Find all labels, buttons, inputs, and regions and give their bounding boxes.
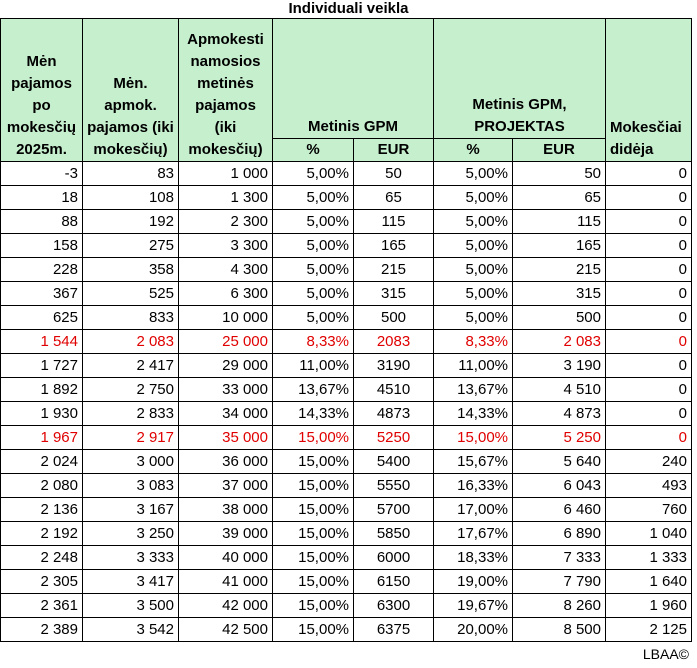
cell-tax-increase: 1 040 <box>606 522 692 546</box>
cell-gpm-percent: 14,33% <box>273 402 354 426</box>
cell-annual-taxable: 4 300 <box>179 258 273 282</box>
header-taxes-increase: Mokesčiai didėja <box>606 19 692 162</box>
cell-monthly-net: 1 727 <box>1 354 83 378</box>
table-header <box>1 19 692 162</box>
cell-tax-increase: 0 <box>606 426 692 450</box>
cell-annual-taxable: 35 000 <box>179 426 273 450</box>
cell-project-eur: 215 <box>513 258 606 282</box>
cell-project-percent: 16,33% <box>434 474 513 498</box>
table-row <box>1 330 692 354</box>
cell-project-percent: 5,00% <box>434 186 513 210</box>
cell-gpm-percent: 8,33% <box>273 330 354 354</box>
cell-monthly-gross: 358 <box>83 258 179 282</box>
cell-tax-increase: 1 333 <box>606 546 692 570</box>
header-gpm-percent: % <box>273 139 354 162</box>
cell-gpm-percent: 15,00% <box>273 450 354 474</box>
cell-annual-taxable: 2 300 <box>179 210 273 234</box>
cell-gpm-percent: 5,00% <box>273 234 354 258</box>
cell-monthly-net: 228 <box>1 258 83 282</box>
cell-gpm-eur: 315 <box>354 282 434 306</box>
cell-tax-increase: 0 <box>606 234 692 258</box>
cell-gpm-eur: 115 <box>354 210 434 234</box>
cell-annual-taxable: 42 000 <box>179 594 273 618</box>
table-row <box>1 162 692 186</box>
cell-project-eur: 6 043 <box>513 474 606 498</box>
cell-monthly-gross: 3 250 <box>83 522 179 546</box>
table-row <box>1 306 692 330</box>
cell-gpm-percent: 5,00% <box>273 258 354 282</box>
cell-gpm-eur: 3190 <box>354 354 434 378</box>
table-row <box>1 450 692 474</box>
cell-annual-taxable: 29 000 <box>179 354 273 378</box>
cell-tax-increase: 1 960 <box>606 594 692 618</box>
cell-project-percent: 5,00% <box>434 258 513 282</box>
cell-gpm-eur: 5400 <box>354 450 434 474</box>
cell-project-eur: 8 500 <box>513 618 606 642</box>
cell-gpm-eur: 4873 <box>354 402 434 426</box>
cell-project-percent: 17,67% <box>434 522 513 546</box>
cell-project-percent: 15,00% <box>434 426 513 450</box>
cell-project-percent: 5,00% <box>434 210 513 234</box>
cell-gpm-percent: 5,00% <box>273 306 354 330</box>
cell-monthly-gross: 3 417 <box>83 570 179 594</box>
cell-monthly-gross: 3 333 <box>83 546 179 570</box>
cell-gpm-percent: 5,00% <box>273 162 354 186</box>
cell-monthly-net: 2 248 <box>1 546 83 570</box>
cell-project-eur: 5 250 <box>513 426 606 450</box>
header-monthly-gross-income: Mėn. apmok. pajamos (iki mokesčių) <box>83 19 179 162</box>
cell-project-eur: 4 873 <box>513 402 606 426</box>
cell-gpm-percent: 15,00% <box>273 426 354 450</box>
cell-monthly-gross: 525 <box>83 282 179 306</box>
tax-table <box>0 18 692 642</box>
cell-monthly-gross: 83 <box>83 162 179 186</box>
cell-monthly-net: 2 136 <box>1 498 83 522</box>
header-monthly-net-income: Mėn pajamos po mokesčių 2025m. <box>1 19 83 162</box>
cell-annual-taxable: 33 000 <box>179 378 273 402</box>
cell-monthly-gross: 2 417 <box>83 354 179 378</box>
cell-project-eur: 65 <box>513 186 606 210</box>
cell-monthly-gross: 3 000 <box>83 450 179 474</box>
cell-project-percent: 5,00% <box>434 234 513 258</box>
cell-tax-increase: 0 <box>606 378 692 402</box>
cell-monthly-gross: 3 500 <box>83 594 179 618</box>
cell-annual-taxable: 3 300 <box>179 234 273 258</box>
cell-project-percent: 19,67% <box>434 594 513 618</box>
cell-project-eur: 115 <box>513 210 606 234</box>
cell-project-eur: 500 <box>513 306 606 330</box>
table-row <box>1 426 692 450</box>
cell-gpm-eur: 2083 <box>354 330 434 354</box>
cell-monthly-net: 2 192 <box>1 522 83 546</box>
cell-gpm-percent: 15,00% <box>273 522 354 546</box>
cell-project-eur: 315 <box>513 282 606 306</box>
cell-monthly-gross: 2 083 <box>83 330 179 354</box>
cell-project-percent: 8,33% <box>434 330 513 354</box>
cell-gpm-eur: 4510 <box>354 378 434 402</box>
cell-annual-taxable: 25 000 <box>179 330 273 354</box>
cell-project-eur: 6 460 <box>513 498 606 522</box>
cell-monthly-gross: 2 750 <box>83 378 179 402</box>
cell-monthly-net: 1 544 <box>1 330 83 354</box>
cell-project-percent: 5,00% <box>434 282 513 306</box>
table-row <box>1 546 692 570</box>
cell-annual-taxable: 38 000 <box>179 498 273 522</box>
cell-monthly-net: 2 024 <box>1 450 83 474</box>
cell-annual-taxable: 42 500 <box>179 618 273 642</box>
cell-gpm-percent: 15,00% <box>273 618 354 642</box>
cell-annual-taxable: 41 000 <box>179 570 273 594</box>
header-annual-gpm: Metinis GPM <box>273 19 434 139</box>
cell-tax-increase: 0 <box>606 210 692 234</box>
table-row <box>1 474 692 498</box>
cell-annual-taxable: 39 000 <box>179 522 273 546</box>
cell-project-percent: 11,00% <box>434 354 513 378</box>
cell-annual-taxable: 1 300 <box>179 186 273 210</box>
header-gpm-eur: EUR <box>354 139 434 162</box>
cell-project-percent: 17,00% <box>434 498 513 522</box>
cell-monthly-net: 18 <box>1 186 83 210</box>
header-annual-gpm-project: Metinis GPM, PROJEKTAS <box>434 19 606 139</box>
cell-project-percent: 19,00% <box>434 570 513 594</box>
cell-gpm-percent: 15,00% <box>273 474 354 498</box>
cell-monthly-net: 367 <box>1 282 83 306</box>
table-row <box>1 234 692 258</box>
cell-monthly-net: 1 930 <box>1 402 83 426</box>
cell-gpm-eur: 5550 <box>354 474 434 498</box>
cell-project-eur: 8 260 <box>513 594 606 618</box>
cell-project-percent: 18,33% <box>434 546 513 570</box>
header-annual-taxable-income: Apmokesti namosios metinės pajamos (iki mokesčių) <box>179 19 273 162</box>
cell-monthly-gross: 3 167 <box>83 498 179 522</box>
header-project-eur: EUR <box>513 139 606 162</box>
cell-project-eur: 4 510 <box>513 378 606 402</box>
cell-tax-increase: 2 125 <box>606 618 692 642</box>
cell-monthly-net: 2 389 <box>1 618 83 642</box>
cell-gpm-eur: 5700 <box>354 498 434 522</box>
cell-monthly-gross: 3 542 <box>83 618 179 642</box>
cell-project-percent: 20,00% <box>434 618 513 642</box>
cell-project-eur: 50 <box>513 162 606 186</box>
cell-monthly-gross: 2 917 <box>83 426 179 450</box>
cell-gpm-percent: 13,67% <box>273 378 354 402</box>
cell-annual-taxable: 40 000 <box>179 546 273 570</box>
cell-tax-increase: 493 <box>606 474 692 498</box>
copyright-footer: LBAA© <box>642 646 689 662</box>
table-row <box>1 378 692 402</box>
table-row <box>1 186 692 210</box>
cell-monthly-net: -3 <box>1 162 83 186</box>
cell-gpm-percent: 15,00% <box>273 546 354 570</box>
cell-gpm-percent: 15,00% <box>273 594 354 618</box>
cell-tax-increase: 0 <box>606 186 692 210</box>
cell-gpm-eur: 50 <box>354 162 434 186</box>
cell-tax-increase: 0 <box>606 402 692 426</box>
cell-project-percent: 5,00% <box>434 162 513 186</box>
cell-gpm-percent: 11,00% <box>273 354 354 378</box>
cell-annual-taxable: 6 300 <box>179 282 273 306</box>
cell-tax-increase: 0 <box>606 282 692 306</box>
cell-monthly-gross: 192 <box>83 210 179 234</box>
table-row <box>1 570 692 594</box>
cell-gpm-eur: 215 <box>354 258 434 282</box>
cell-annual-taxable: 10 000 <box>179 306 273 330</box>
cell-tax-increase: 0 <box>606 306 692 330</box>
cell-tax-increase: 760 <box>606 498 692 522</box>
cell-monthly-gross: 3 083 <box>83 474 179 498</box>
cell-monthly-gross: 2 833 <box>83 402 179 426</box>
cell-monthly-net: 625 <box>1 306 83 330</box>
cell-tax-increase: 0 <box>606 330 692 354</box>
cell-monthly-net: 2 080 <box>1 474 83 498</box>
table-row <box>1 618 692 642</box>
cell-project-percent: 14,33% <box>434 402 513 426</box>
cell-gpm-percent: 5,00% <box>273 186 354 210</box>
cell-annual-taxable: 34 000 <box>179 402 273 426</box>
table-row <box>1 210 692 234</box>
cell-tax-increase: 240 <box>606 450 692 474</box>
cell-project-eur: 6 890 <box>513 522 606 546</box>
cell-monthly-net: 2 361 <box>1 594 83 618</box>
cell-annual-taxable: 1 000 <box>179 162 273 186</box>
table-title: Individuali veikla <box>288 0 409 17</box>
table-row <box>1 522 692 546</box>
cell-gpm-percent: 5,00% <box>273 282 354 306</box>
cell-monthly-net: 158 <box>1 234 83 258</box>
cell-monthly-net: 1 892 <box>1 378 83 402</box>
cell-gpm-eur: 6300 <box>354 594 434 618</box>
table-row <box>1 282 692 306</box>
cell-gpm-eur: 6000 <box>354 546 434 570</box>
cell-gpm-percent: 5,00% <box>273 210 354 234</box>
cell-monthly-net: 88 <box>1 210 83 234</box>
cell-gpm-eur: 6375 <box>354 618 434 642</box>
cell-gpm-percent: 15,00% <box>273 498 354 522</box>
cell-monthly-gross: 833 <box>83 306 179 330</box>
cell-monthly-gross: 108 <box>83 186 179 210</box>
cell-project-percent: 5,00% <box>434 306 513 330</box>
table-row <box>1 354 692 378</box>
cell-project-eur: 3 190 <box>513 354 606 378</box>
cell-monthly-net: 1 967 <box>1 426 83 450</box>
cell-project-eur: 5 640 <box>513 450 606 474</box>
cell-project-eur: 165 <box>513 234 606 258</box>
cell-gpm-eur: 65 <box>354 186 434 210</box>
table-row <box>1 594 692 618</box>
cell-monthly-gross: 275 <box>83 234 179 258</box>
cell-project-eur: 7 333 <box>513 546 606 570</box>
cell-project-percent: 15,67% <box>434 450 513 474</box>
table-row <box>1 258 692 282</box>
table-body <box>1 162 692 642</box>
cell-tax-increase: 0 <box>606 258 692 282</box>
cell-gpm-eur: 6150 <box>354 570 434 594</box>
cell-gpm-eur: 5250 <box>354 426 434 450</box>
cell-gpm-eur: 500 <box>354 306 434 330</box>
cell-gpm-eur: 5850 <box>354 522 434 546</box>
cell-tax-increase: 0 <box>606 162 692 186</box>
cell-tax-increase: 0 <box>606 354 692 378</box>
table-row <box>1 498 692 522</box>
cell-project-percent: 13,67% <box>434 378 513 402</box>
cell-monthly-net: 2 305 <box>1 570 83 594</box>
cell-tax-increase: 1 640 <box>606 570 692 594</box>
table-row <box>1 402 692 426</box>
cell-annual-taxable: 37 000 <box>179 474 273 498</box>
cell-project-eur: 2 083 <box>513 330 606 354</box>
cell-gpm-eur: 165 <box>354 234 434 258</box>
cell-annual-taxable: 36 000 <box>179 450 273 474</box>
cell-gpm-percent: 15,00% <box>273 570 354 594</box>
header-project-percent: % <box>434 139 513 162</box>
cell-project-eur: 7 790 <box>513 570 606 594</box>
